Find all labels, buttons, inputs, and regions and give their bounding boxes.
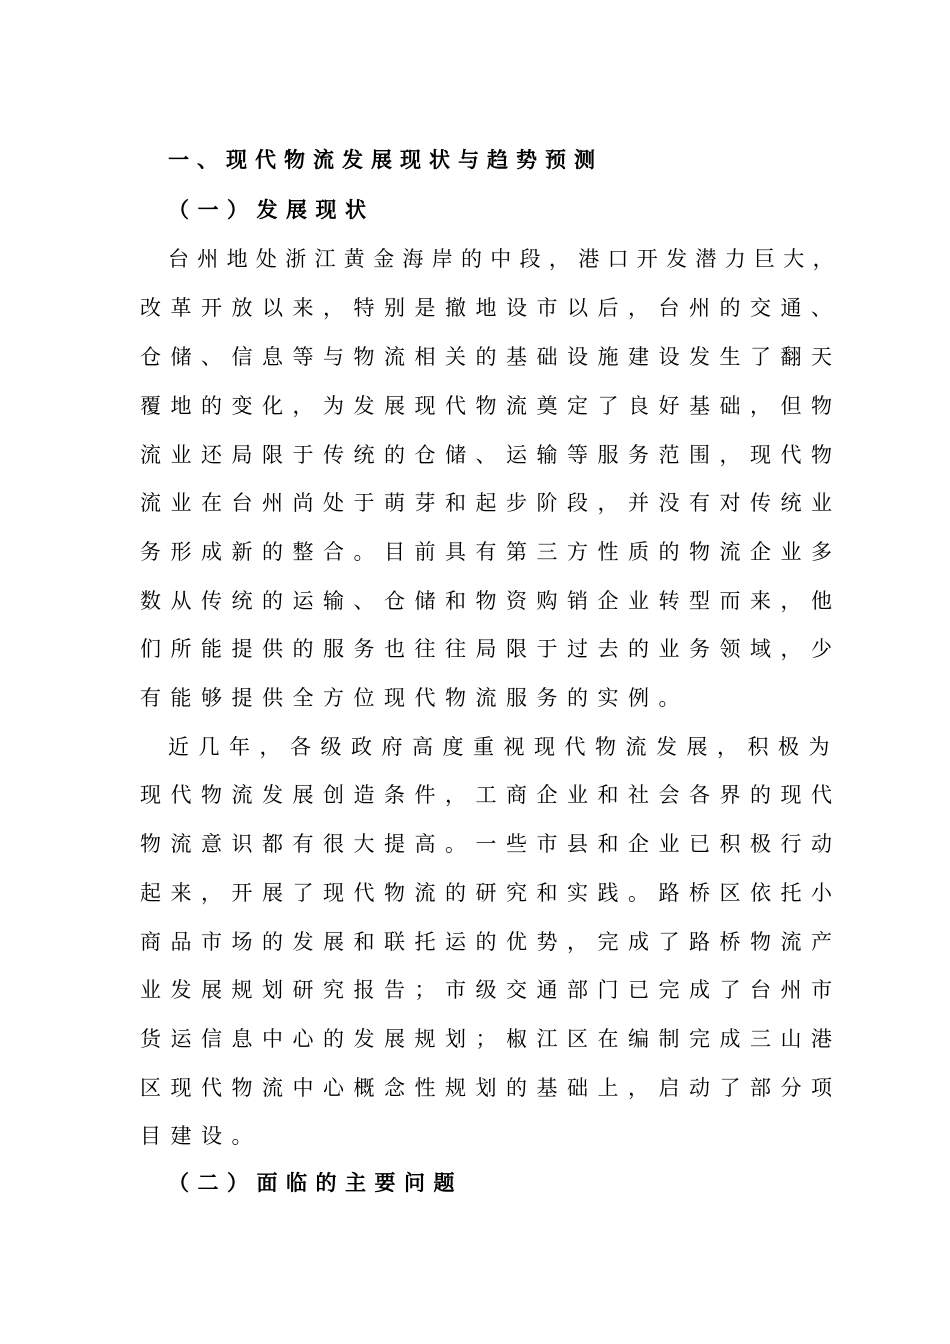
- section-heading: 一、现代物流发展现状与趋势预测: [168, 148, 603, 172]
- paragraph-line: 台州地处浙江黄金海岸的中段，港口开发潜力巨大，: [168, 247, 842, 271]
- paragraph-line: 覆地的变化，为发展现代物流奠定了良好基础，但物: [140, 394, 842, 418]
- paragraph-line: 区现代物流中心概念性规划的基础上，启动了部分项: [140, 1076, 842, 1100]
- paragraph-line: 有能够提供全方位现代物流服务的实例。: [140, 686, 689, 710]
- paragraph-line: 货运信息中心的发展规划；椒江区在编制完成三山港: [140, 1027, 842, 1051]
- paragraph-line: 业发展规划研究报告；市级交通部门已完成了台州市: [140, 978, 842, 1002]
- paragraph-line: 流业还局限于传统的仓储、运输等服务范围，现代物: [140, 443, 842, 467]
- paragraph-line: 流业在台州尚处于萌芽和起步阶段，并没有对传统业: [140, 491, 842, 515]
- paragraph-line: 改革开放以来，特别是撤地设市以后，台州的交通、: [140, 296, 842, 320]
- paragraph-line: 商品市场的发展和联托运的优势，完成了路桥物流产: [140, 930, 842, 954]
- sub-heading-development-status: （一）发展现状: [168, 198, 375, 222]
- paragraph-line: 现代物流发展创造条件，工商企业和社会各界的现代: [140, 783, 842, 807]
- paragraph-line: 起来，开展了现代物流的研究和实践。路桥区依托小: [140, 881, 842, 905]
- sub-heading-main-problems: （二）面临的主要问题: [168, 1171, 463, 1195]
- paragraph-line: 务形成新的整合。目前具有第三方性质的物流企业多: [140, 540, 842, 564]
- paragraph-line: 们所能提供的服务也往往局限于过去的业务领域，少: [140, 637, 842, 661]
- paragraph-line: 仓储、信息等与物流相关的基础设施建设发生了翻天: [140, 345, 842, 369]
- paragraph-line: 目建设。: [140, 1124, 262, 1148]
- paragraph-line: 数从传统的运输、仓储和物资购销企业转型而来，他: [140, 589, 842, 613]
- paragraph-line: 近几年，各级政府高度重视现代物流发展，积极为: [168, 735, 839, 759]
- paragraph-line: 物流意识都有很大提高。一些市县和企业已积极行动: [140, 832, 842, 856]
